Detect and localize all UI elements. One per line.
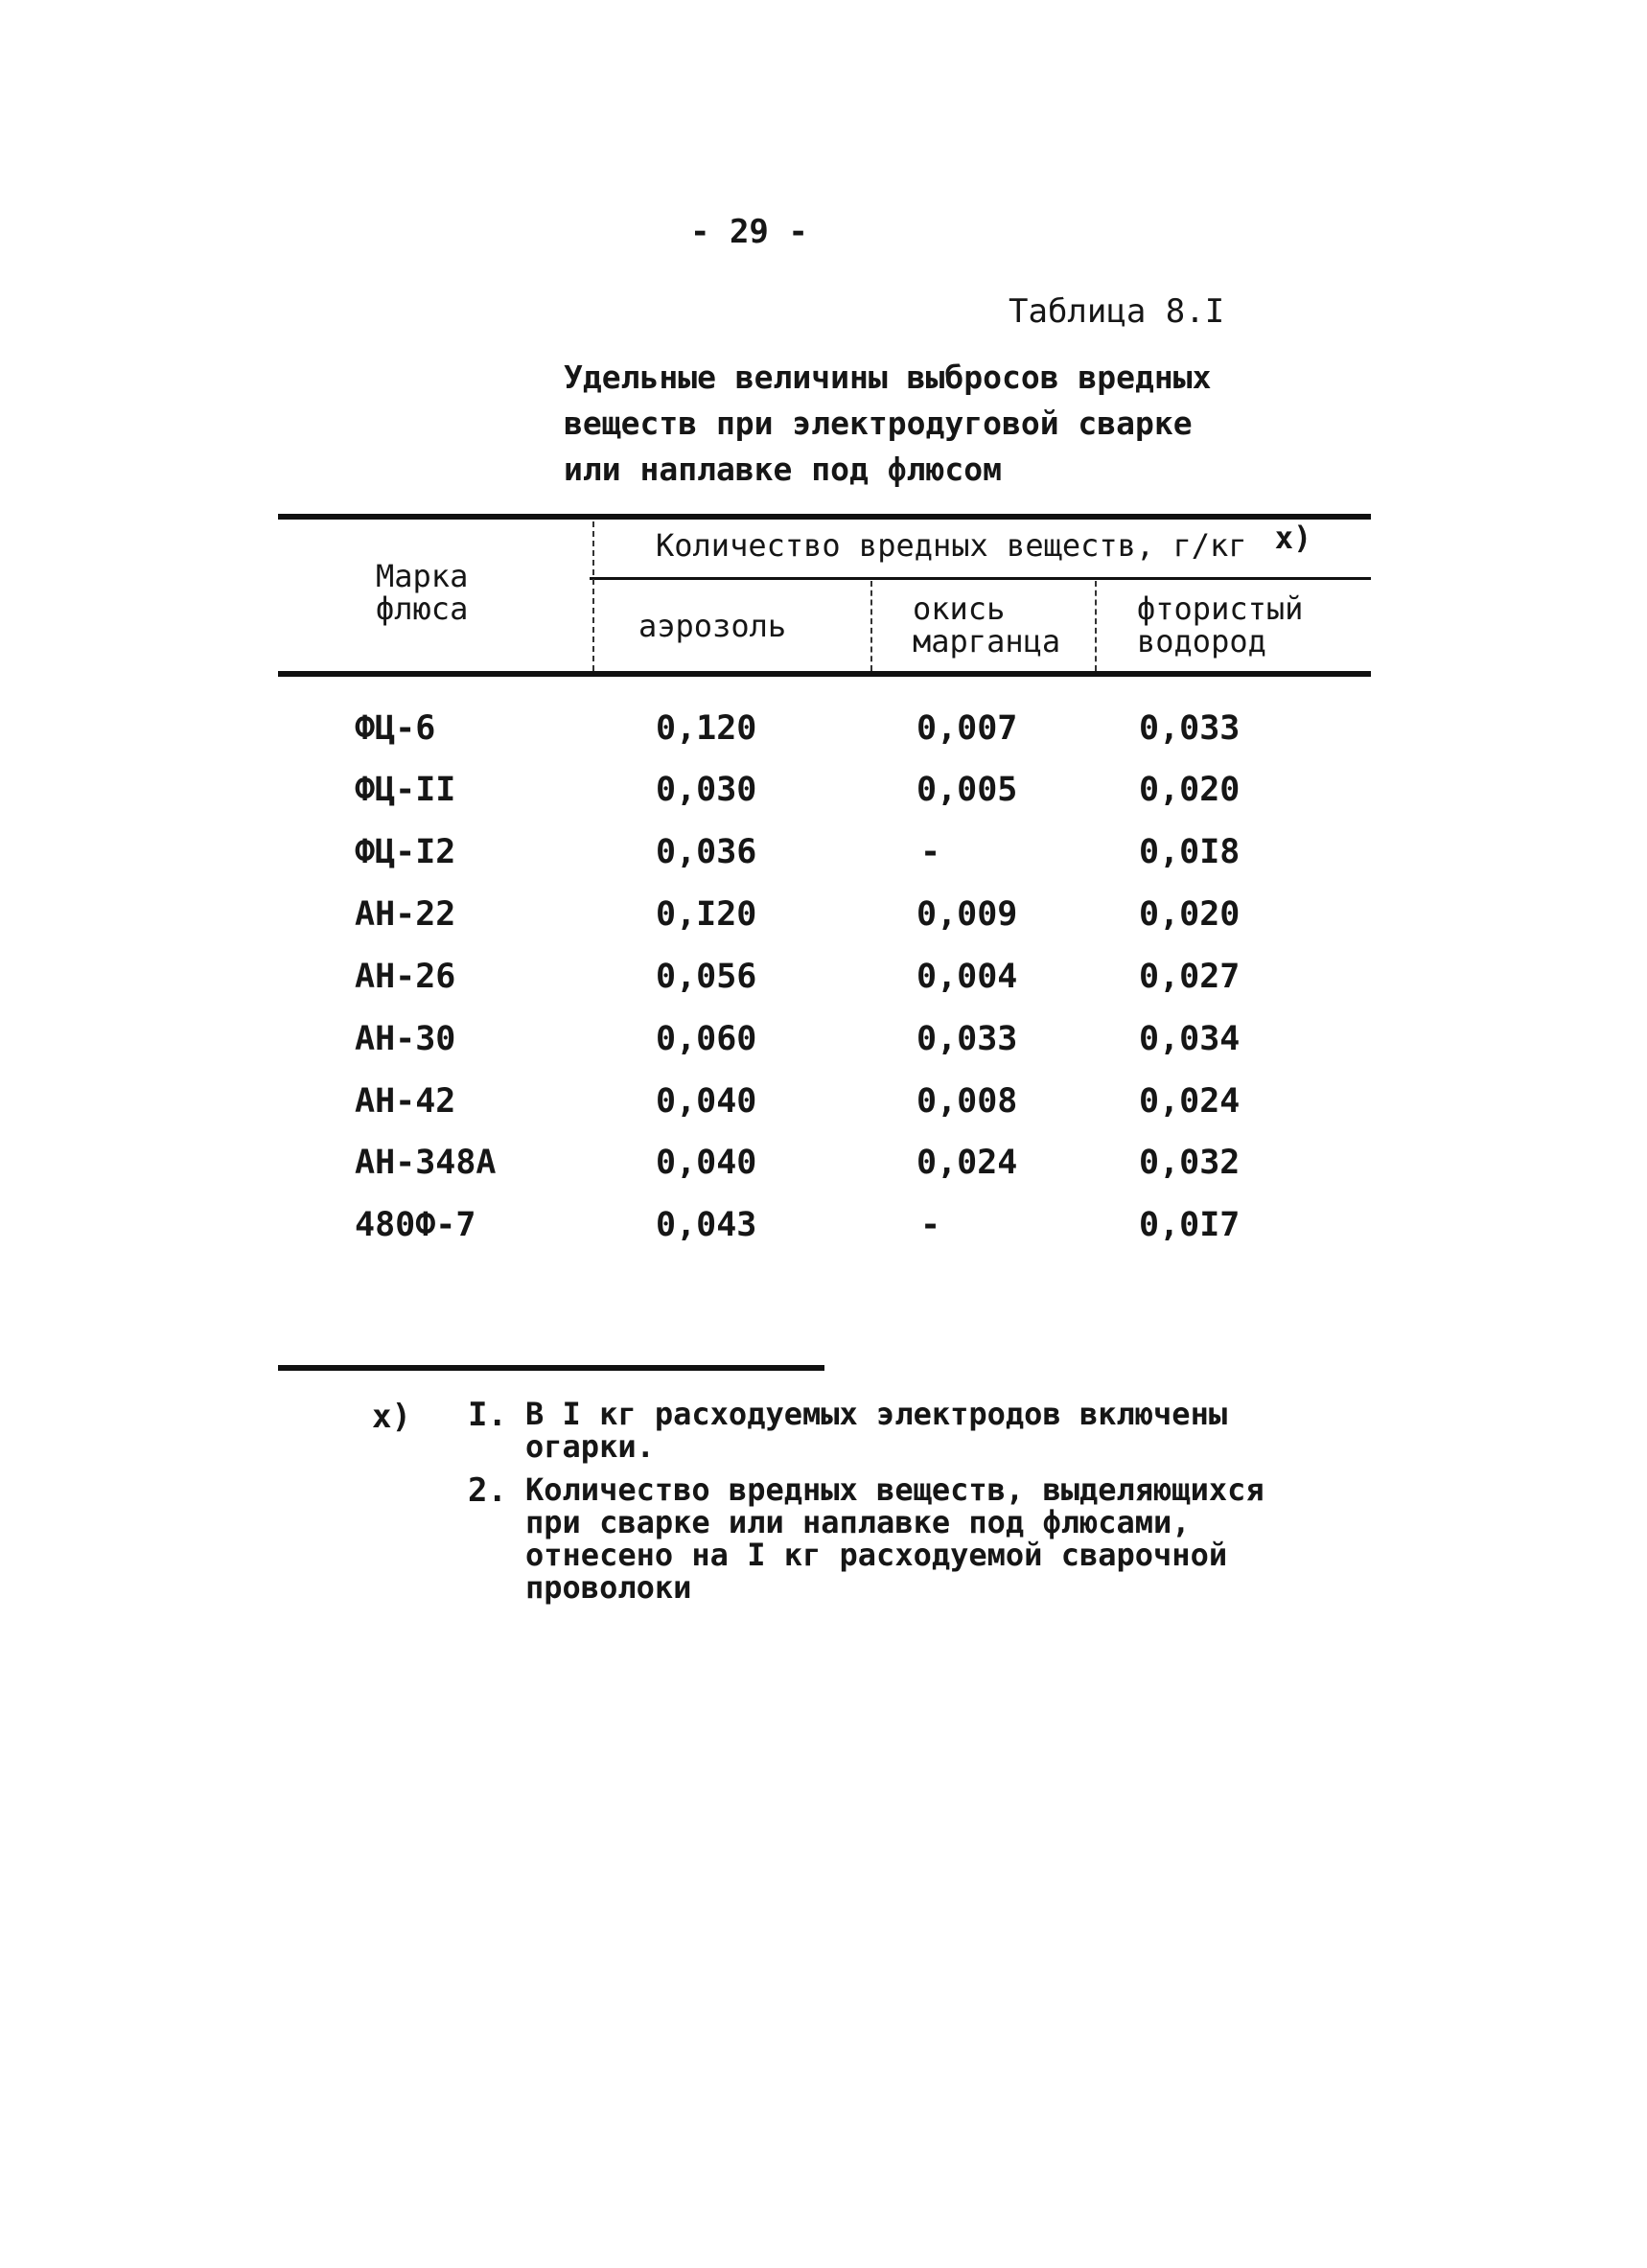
cell-manganese: 0,024 <box>916 1144 1018 1182</box>
cell-brand: ФЦ-6 <box>355 709 436 748</box>
header-brand-line: флюса <box>376 590 469 627</box>
group-divider-rule <box>590 577 1371 580</box>
footnote-rule <box>278 1365 824 1371</box>
column-separator <box>1095 581 1097 671</box>
footnote-line: при сварке или наплавке под флюсами, <box>525 1504 1191 1540</box>
cell-aerosol: 0,030 <box>656 771 757 809</box>
footnote-line: огарки. <box>525 1428 655 1465</box>
cell-manganese: - <box>920 1206 941 1244</box>
cell-brand: АН-348А <box>355 1144 497 1182</box>
header-group-title <box>656 520 1312 564</box>
table-top-rule <box>278 514 1371 520</box>
cell-hf: 0,032 <box>1139 1144 1241 1182</box>
cell-manganese: 0,007 <box>916 709 1018 748</box>
header-manganese-line: окись <box>913 590 1006 627</box>
cell-aerosol: 0,120 <box>656 709 757 748</box>
cell-hf: 0,0I7 <box>1139 1206 1241 1244</box>
cell-manganese: 0,008 <box>916 1082 1018 1121</box>
cell-brand: ФЦ-I2 <box>355 833 456 871</box>
header-hf-line: водород <box>1137 623 1266 660</box>
cell-aerosol: 0,060 <box>656 1020 757 1058</box>
header-group-text: Количество вредных веществ, г/кг <box>656 527 1247 564</box>
footnote-line: Количество вредных веществ, выделяющихся <box>525 1471 1264 1508</box>
footnote-line: отнесено на I кг расходуемой сварочной <box>525 1537 1228 1573</box>
footnote-number: 2. <box>468 1471 507 1510</box>
cell-aerosol: 0,040 <box>656 1144 757 1182</box>
footnote-marker: х) <box>372 1398 411 1436</box>
cell-manganese: 0,009 <box>916 895 1018 934</box>
footnote-text <box>525 1473 1264 1604</box>
table-label: Таблица 8.I <box>1009 292 1225 331</box>
cell-aerosol: 0,040 <box>656 1082 757 1121</box>
cell-brand: АН-42 <box>355 1082 456 1121</box>
cell-hf: 0,020 <box>1139 771 1241 809</box>
cell-manganese: 0,004 <box>916 958 1018 996</box>
header-brand-line: Марка <box>376 558 469 594</box>
header-group-mark: х) <box>1274 520 1312 556</box>
cell-hf: 0,024 <box>1139 1082 1241 1121</box>
cell-manganese: 0,005 <box>916 771 1018 809</box>
caption-line: Удельные величины выбросов вредных <box>564 359 1212 396</box>
header-bottom-rule <box>278 671 1371 677</box>
header-manganese-line: марганца <box>913 623 1061 660</box>
header-hf-line: фтористый <box>1137 590 1304 627</box>
page-number: - 29 - <box>690 213 808 251</box>
cell-aerosol: 0,036 <box>656 833 757 871</box>
header-manganese <box>913 592 1060 658</box>
cell-aerosol: 0,043 <box>656 1206 757 1244</box>
footnote-line: проволоки <box>525 1569 692 1606</box>
cell-hf: 0,034 <box>1139 1020 1241 1058</box>
cell-brand: АН-30 <box>355 1020 456 1058</box>
cell-brand: АН-26 <box>355 958 456 996</box>
caption-line: или наплавке под флюсом <box>564 451 1002 488</box>
footnote-text <box>525 1398 1227 1463</box>
column-separator <box>870 581 872 671</box>
cell-manganese: - <box>920 833 941 871</box>
header-aerosol: аэрозоль <box>638 608 787 644</box>
cell-aerosol: 0,I20 <box>656 895 757 934</box>
footnote-line: В I кг расходуемых электродов включены <box>525 1396 1228 1432</box>
cell-hf: 0,020 <box>1139 895 1241 934</box>
cell-hf: 0,033 <box>1139 709 1241 748</box>
cell-brand: 480Ф-7 <box>355 1206 476 1244</box>
footnote-number: I. <box>468 1396 507 1434</box>
cell-manganese: 0,033 <box>916 1020 1018 1058</box>
header-hf <box>1137 592 1303 658</box>
header-brand <box>376 560 468 625</box>
cell-brand: ФЦ-II <box>355 771 456 809</box>
column-separator <box>592 521 594 671</box>
cell-aerosol: 0,056 <box>656 958 757 996</box>
caption-line: веществ при электродуговой сварке <box>564 405 1193 442</box>
cell-hf: 0,027 <box>1139 958 1241 996</box>
table-caption <box>564 355 1212 493</box>
cell-brand: АН-22 <box>355 895 456 934</box>
cell-hf: 0,0I8 <box>1139 833 1241 871</box>
